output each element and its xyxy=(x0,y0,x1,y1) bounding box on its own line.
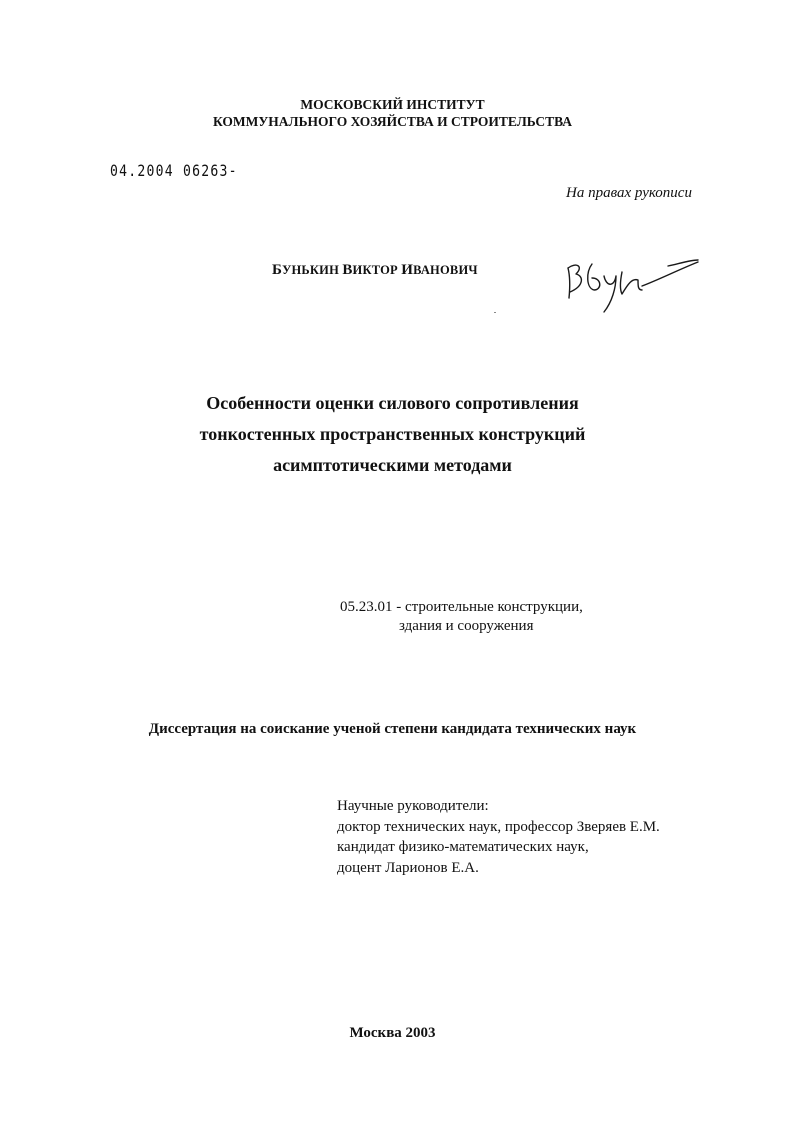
author-name-initial: В xyxy=(342,262,353,278)
rights-note: На правах рукописи xyxy=(566,185,692,201)
thesis-degree-line: Диссертация на соискание ученой степени кандидата технических наук xyxy=(148,721,637,737)
dissertation-title xyxy=(0,388,785,481)
author-surname-initial: Б xyxy=(272,262,283,278)
stray-mark xyxy=(494,312,496,313)
specialty-line-2: здания и сооружения xyxy=(399,618,534,634)
title-line-3: асимптотическими методами xyxy=(273,455,512,475)
city-year: Москва 2003 xyxy=(349,1025,436,1041)
advisor-line-1: доктор технических наук, профессор Зверяев Е.М. xyxy=(337,818,660,835)
institute-name xyxy=(0,96,785,130)
advisors-heading: Научные руководители: xyxy=(337,798,489,814)
title-line-1: Особенности оценки силового сопротивления xyxy=(206,393,579,413)
institute-line-2: КОММУНАЛЬНОГО ХОЗЯЙСТВА И СТРОИТЕЛЬСТВА xyxy=(212,114,573,129)
specialty-line-1: 05.23.01 - строительные конструкции, xyxy=(340,599,583,615)
advisor-line-3: доцент Ларионов Е.А. xyxy=(337,859,479,876)
title-line-2: тонкостенных пространственных конструкций xyxy=(199,424,586,444)
author-signature xyxy=(558,246,708,314)
specialty-code xyxy=(340,598,583,636)
author-name-rest: ИКТОР xyxy=(352,263,402,277)
author-patronymic-initial: И xyxy=(401,262,414,278)
author-patronymic-rest: ВАНОВИЧ xyxy=(413,263,478,277)
registry-number: 04.2004 06263- xyxy=(110,161,238,180)
author-surname-rest: УНЬКИН xyxy=(282,263,343,277)
author-name xyxy=(272,262,478,279)
scientific-advisors xyxy=(337,796,660,878)
institute-line-1: МОСКОВСКИЙ ИНСТИТУТ xyxy=(300,97,485,112)
advisor-line-2: кандидат физико-математических наук, xyxy=(337,839,589,855)
